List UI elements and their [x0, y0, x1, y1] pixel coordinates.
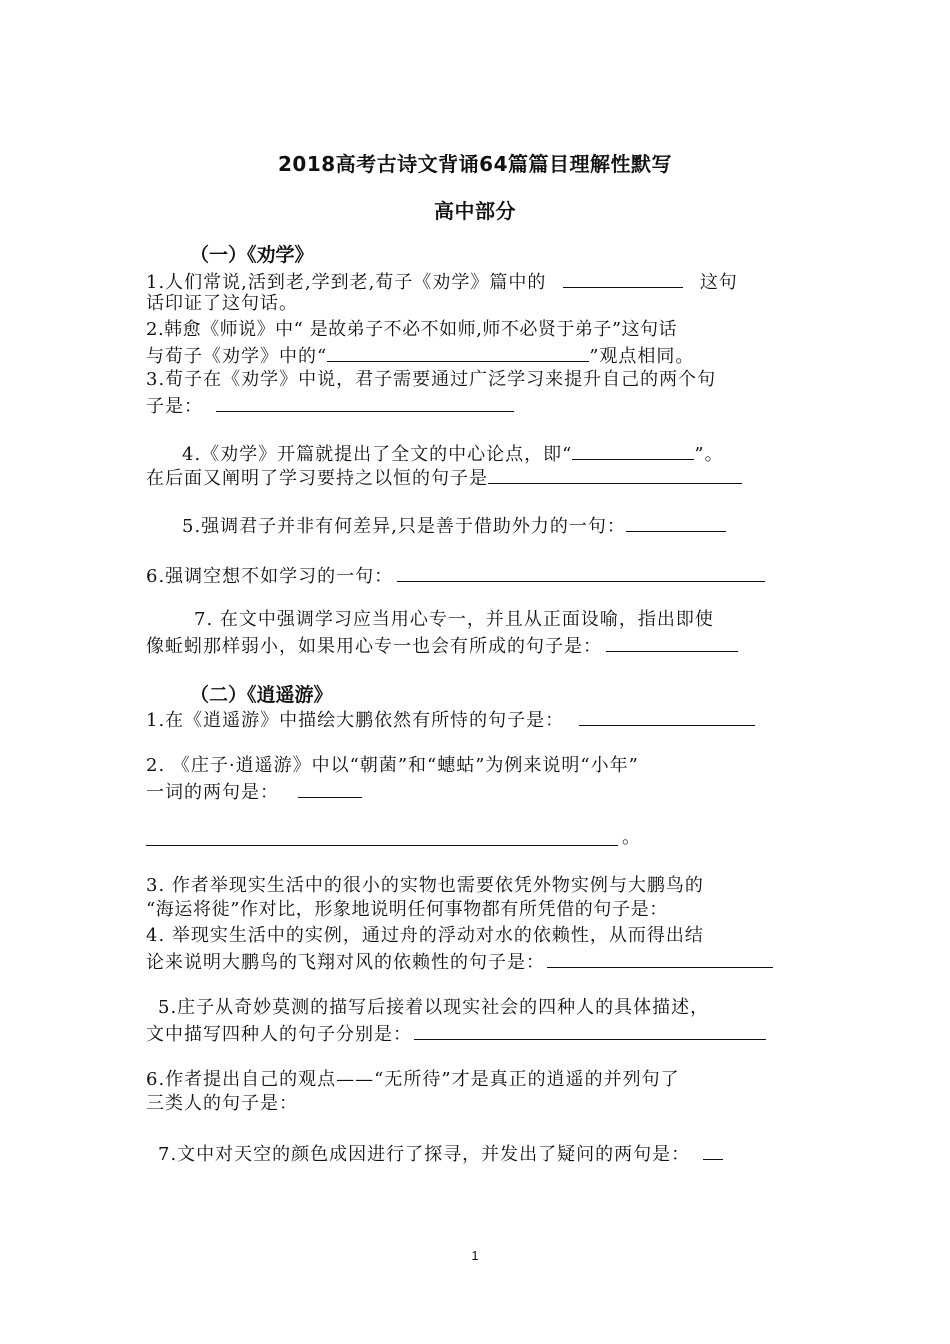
question-1-1-line-2: 话印证了这句话。	[146, 293, 298, 314]
question-2-2-line-1: 2. 《庄子·逍遥游》中以“朝菌”和“蟪蛄”为例来说明“小年”	[146, 755, 639, 776]
question-1-7-line-1: 7. 在文中强调学习应当用心专一，并且从正面设喻，指出即使	[194, 609, 714, 630]
question-1-3-line-1: 3.荀子在《劝学》中说，君子需要通过广泛学习来提升自己的两个句	[146, 369, 717, 390]
answer-blank[interactable]	[414, 1020, 766, 1040]
question-2-2-end-mark: 。	[622, 827, 641, 848]
question-text: 5.强调君子并非有何差异,只是善于借助外力的一句：	[182, 516, 626, 537]
question-text: 与荀子《劝学》中的“	[146, 346, 328, 367]
question-1-4-line-2	[146, 464, 806, 491]
question-2-3-line-2: “海运将徙”作对比，形象地说明任何事物都有所凭借的句子是：	[146, 899, 668, 920]
question-2-5-line-1: 5.庄子从奇妙莫测的描写后接着以现实社会的四种人的具体描述，	[158, 997, 710, 1018]
answer-blank[interactable]	[397, 562, 765, 582]
document-subtitle: 高中部分	[434, 199, 516, 223]
answer-blank[interactable]	[579, 706, 755, 726]
answer-blank[interactable]	[327, 342, 589, 362]
question-text: 子是：	[146, 396, 203, 417]
question-text: 7.文中对天空的颜色成因进行了探寻，并发出了疑问的两句是：	[158, 1144, 691, 1165]
section-heading-xiaoyaoyou: （二）《逍遥游》	[190, 684, 333, 706]
question-text: 1.人们常说,活到老,学到老,荀子《劝学》篇中的	[146, 272, 547, 293]
question-1-4-line-1	[146, 440, 806, 467]
answer-blank[interactable]	[547, 948, 773, 968]
answer-blank[interactable]	[572, 440, 694, 460]
question-2-7	[146, 1140, 806, 1167]
page-number: 1	[471, 1248, 479, 1263]
question-text: 文中描写四种人的句子分别是：	[146, 1024, 412, 1045]
question-text: 像蚯蚓那样弱小，如果用心专一也会有所成的句子是：	[146, 636, 602, 657]
question-text: 1.在《逍遥游》中描绘大鹏依然有所恃的句子是：	[146, 710, 565, 731]
question-2-3-line-1: 3. 作者举现实生活中的很小的实物也需要依凭外物实例与大鹏鸟的	[146, 875, 704, 896]
question-text: 这句	[699, 272, 738, 293]
question-1-2-line-1: 2.韩愈《师说》中“ 是故弟子不必不如师,师不必贤于弟子”这句话	[146, 319, 678, 340]
question-1-6	[146, 562, 806, 589]
question-1-5	[146, 512, 806, 539]
answer-blank[interactable]	[488, 464, 742, 484]
question-text: 在后面又阐明了学习要持之以恒的句子是	[146, 468, 488, 489]
answer-blank[interactable]	[703, 1140, 723, 1160]
question-2-6-line-2: 三类人的句子是：	[146, 1093, 298, 1114]
question-text: 论来说明大鹏鸟的飞翔对风的依赖性的句子是：	[146, 952, 545, 973]
answer-blank-rule[interactable]	[146, 845, 618, 846]
question-text: 4.《劝学》开篇就提出了全文的中心论点，即“	[182, 444, 573, 465]
question-text: ”。	[694, 444, 724, 465]
answer-blank[interactable]	[298, 778, 362, 798]
question-1-7-line-2	[146, 632, 806, 659]
question-1-3-line-2	[146, 392, 806, 419]
question-2-6-line-1: 6.作者提出自己的观点——“无所待”才是真正的逍遥的并列句了	[146, 1069, 680, 1090]
section-heading-quanxue: （一）《劝学》	[190, 244, 314, 266]
question-2-4-line-2	[146, 948, 806, 975]
answer-blank[interactable]	[216, 392, 514, 412]
question-2-5-line-2	[146, 1020, 806, 1047]
question-2-4-line-1: 4. 举现实生活中的实例，通过舟的浮动对水的依赖性，从而得出结	[146, 925, 704, 946]
question-text: 一词的两句是：	[146, 782, 279, 803]
answer-blank[interactable]	[626, 512, 726, 532]
question-2-2-line-2	[146, 778, 806, 805]
question-1-1-line-1	[146, 268, 806, 295]
document-title: 2018高考古诗文背诵64篇篇目理解性默写	[278, 152, 672, 176]
question-2-1	[146, 706, 806, 733]
question-text: 6.强调空想不如学习的一句：	[146, 566, 394, 587]
answer-blank[interactable]	[563, 268, 683, 288]
question-text: ”观点相同。	[589, 346, 695, 367]
question-1-2-line-2	[146, 342, 806, 369]
answer-blank[interactable]	[606, 632, 738, 652]
